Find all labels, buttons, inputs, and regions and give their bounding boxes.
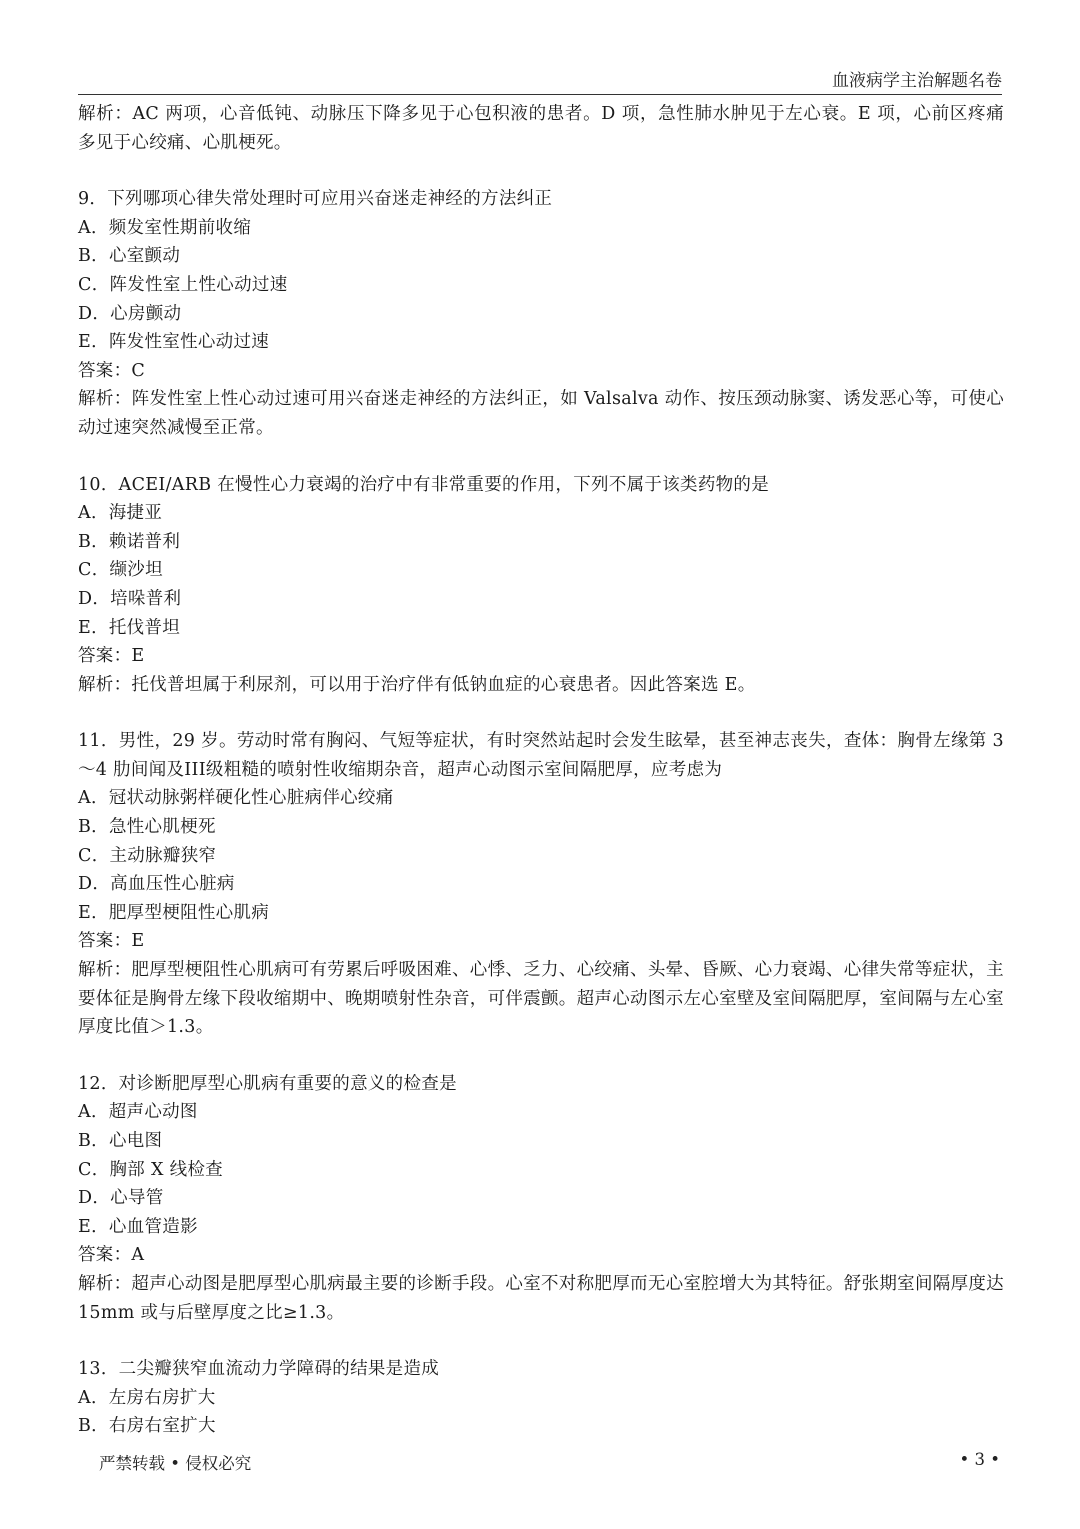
analysis: 解析：肥厚型梗阻性心肌病可有劳累后呼吸困难、心悸、乏力、心绞痛、头晕、昏厥、心力衰竭、心律失常等症状，主要体征是胸骨左缘下段收缩期中、晚期喷射性杂音，可伴震颤。超声心动图示左心室壁及室间隔肥厚，室间隔与左心室厚度比值＞1.3。 bbox=[78, 960, 1004, 1038]
option-e: E．阵发性室性心动过速 bbox=[78, 332, 270, 353]
spacer bbox=[78, 699, 1004, 727]
option-c: C．阵发性室上性心动过速 bbox=[78, 274, 288, 295]
analysis: 解析：超声心动图是肥厚型心肌病最主要的诊断手段。心室不对称肥厚而无心室腔增大为其特征。舒张期室间隔厚度达 15mm 或与后壁厚度之比≥1.3。 bbox=[78, 1273, 1004, 1323]
question-10 bbox=[78, 471, 1004, 700]
option-a: A．海捷亚 bbox=[78, 503, 163, 524]
option-a: A．频发室性期前收缩 bbox=[78, 217, 252, 238]
option-d: D．心导管 bbox=[78, 1188, 164, 1209]
answer: 答案：C bbox=[78, 360, 146, 381]
question-12 bbox=[78, 1070, 1004, 1327]
option-b: B．右房右室扩大 bbox=[78, 1416, 216, 1437]
option-d: D．高血压性心脏病 bbox=[78, 874, 235, 895]
option-e: E．心血管造影 bbox=[78, 1216, 198, 1237]
option-d: D．培哚普利 bbox=[78, 588, 182, 609]
option-e: E．肥厚型梗阻性心肌病 bbox=[78, 902, 270, 923]
option-a: A．左房右房扩大 bbox=[78, 1387, 216, 1408]
option-c: C．胸部 X 线检查 bbox=[78, 1159, 223, 1180]
answer: 答案：E bbox=[78, 646, 145, 667]
question-11 bbox=[78, 727, 1004, 1042]
option-a: A．冠状动脉粥样硬化性心脏病伴心绞痛 bbox=[78, 788, 394, 809]
option-c: C．缬沙坦 bbox=[78, 560, 163, 581]
running-header: 血液病学主治解题名卷 bbox=[832, 71, 1002, 91]
option-e: E．托伐普坦 bbox=[78, 617, 181, 638]
question-stem: 10．ACEI/ARB 在慢性心力衰竭的治疗中有非常重要的作用，下列不属于该类药物的是 bbox=[78, 474, 770, 495]
option-a: A．超声心动图 bbox=[78, 1102, 198, 1123]
footer-copyright: 严禁转载 • 侵权必究 bbox=[99, 1454, 252, 1473]
answer: 答案：A bbox=[78, 1245, 145, 1266]
page-number: • 3 • bbox=[959, 1450, 1000, 1469]
analysis: 解析：阵发性室上性心动过速可用兴奋迷走神经的方法纠正，如 Valsalva 动作、按压颈动脉窦、诱发恶心等，可使心动过速突然减慢至正常。 bbox=[78, 389, 1004, 438]
question-13 bbox=[78, 1355, 1004, 1441]
option-c: C．主动脉瓣狭窄 bbox=[78, 845, 217, 866]
header-rule bbox=[78, 94, 1002, 95]
question-stem: 11．男性，29 岁。劳动时常有胸闷、气短等症状，有时突然站起时会发生眩晕，甚至神志丧失，查体：胸骨左缘第 3～4 肋间闻及III级粗糙的喷射性收缩期杂音，超声心动图示室间隔肥厚，应考虑为 bbox=[78, 731, 1004, 780]
spacer bbox=[78, 157, 1004, 185]
analysis: 解析：托伐普坦属于利尿剂，可以用于治疗伴有低钠血症的心衰患者。因此答案选 E。 bbox=[78, 674, 756, 695]
option-b: B．心室颤动 bbox=[78, 246, 181, 267]
option-b: B．急性心肌梗死 bbox=[78, 817, 216, 838]
intro-analysis: 解析：AC 两项，心音低钝、动脉压下降多见于心包积液的患者。D 项，急性肺水肿见于左心衰。E 项，心前区疼痛多见于心绞痛、心肌梗死。 bbox=[78, 104, 1004, 153]
answer: 答案：E bbox=[78, 931, 145, 952]
option-b: B．赖诺普利 bbox=[78, 531, 181, 552]
spacer bbox=[78, 1327, 1004, 1355]
question-9 bbox=[78, 185, 1004, 442]
option-d: D．心房颤动 bbox=[78, 303, 182, 324]
page-content bbox=[78, 100, 1004, 1441]
question-stem: 9．下列哪项心律失常处理时可应用兴奋迷走神经的方法纠正 bbox=[78, 189, 553, 210]
option-b: B．心电图 bbox=[78, 1131, 163, 1151]
question-stem: 13．二尖瓣狭窄血流动力学障碍的结果是造成 bbox=[78, 1359, 440, 1380]
question-stem: 12．对诊断肥厚型心肌病有重要的意义的检查是 bbox=[78, 1073, 457, 1094]
spacer bbox=[78, 1042, 1004, 1070]
spacer bbox=[78, 443, 1004, 471]
